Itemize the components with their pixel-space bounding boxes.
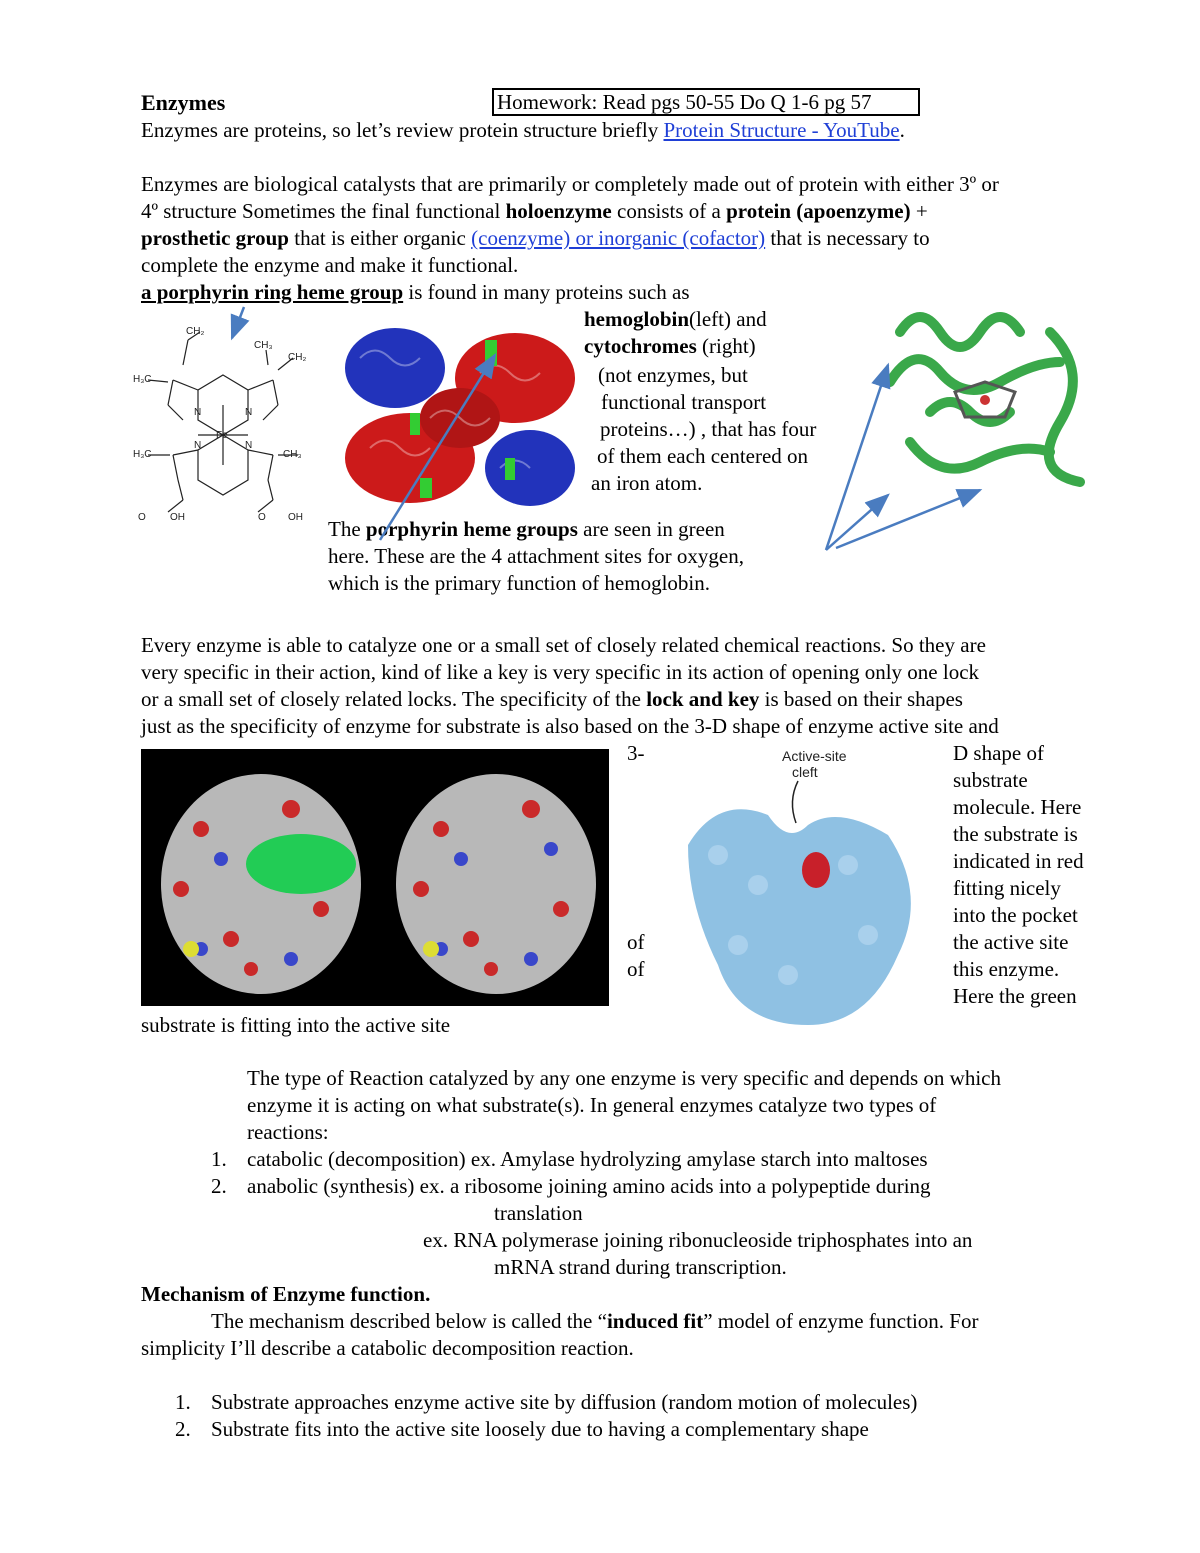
svg-text:OH: OH [170, 512, 185, 523]
catalyst-line-4: complete the enzyme and make it functional. [141, 253, 519, 277]
catalyst-line-2: 4º structure Sometimes the final functional holoenzyme consists of a protein (apoenzyme) + [141, 199, 928, 223]
spec-line-1: Every enzyme is able to catalyze one or a small set of closely related chemical reactions. So they are [141, 633, 986, 657]
reaction-line-2: enzyme it is acting on what substrate(s). In general enzymes catalyze two types of [247, 1093, 937, 1117]
mechanism-heading: Mechanism of Enzyme function. [141, 1282, 431, 1306]
svg-text:H₃C: H₃C [133, 374, 152, 385]
list-num-1: 1. [211, 1147, 227, 1171]
heme-note-5: an iron atom. [591, 471, 703, 495]
cytochrome-figure [870, 292, 1110, 510]
step-2: Substrate fits into the active site loosely due to having a complementary shape [211, 1417, 869, 1441]
svg-text:N: N [194, 440, 202, 451]
spacefill-enzyme-figure [141, 749, 609, 1006]
rna-polymerase-item: ex. RNA polymerase joining ribonucleoside triphosphates into an [423, 1228, 973, 1252]
cytochromes-label: cytochromes (right) [584, 334, 756, 358]
active-site-figure [668, 745, 938, 1030]
svg-text:OH: OH [288, 512, 303, 523]
svg-text:N: N [194, 407, 202, 418]
svg-text:CH₃: CH₃ [254, 340, 273, 351]
svg-text:CH₂: CH₂ [186, 326, 205, 337]
heme-note-4: of them each centered on [597, 444, 809, 468]
heme-line: a porphyrin ring heme group is found in many proteins such as [141, 280, 690, 304]
step-num-2: 2. [175, 1417, 191, 1441]
reaction-line-1: The type of Reaction catalyzed by any one enzyme is very specific and depends on which [247, 1066, 1001, 1090]
mechanism-line-1: The mechanism described below is called the “induced fit” model of enzyme function. For [211, 1309, 979, 1333]
heme-note-2: functional transport [601, 390, 767, 414]
svg-text:Active-site: Active-site [782, 748, 847, 764]
heme-note-3: proteins…) , that has four [600, 417, 817, 441]
three-dash: 3- [627, 741, 645, 765]
svg-text:cleft: cleft [792, 764, 818, 780]
catabolic-item: catabolic (decomposition) ex. Amylase hydrolyzing amylase starch into maltoses [247, 1147, 928, 1171]
of-2: of [627, 957, 645, 981]
svg-text:H₃C: H₃C [133, 449, 152, 460]
catalyst-line-1: Enzymes are biological catalysts that are primarily or completely made out of protein with either 3º or [141, 172, 999, 196]
anabolic-item: anabolic (synthesis) ex. a ribosome joining amino acids into a polypeptide during [247, 1174, 931, 1198]
of-1: of [627, 930, 645, 954]
youtube-link[interactable]: Protein Structure - YouTube [663, 118, 900, 142]
green-caption-3: which is the primary function of hemoglobin. [328, 571, 711, 595]
reaction-line-3: reactions: [247, 1120, 329, 1144]
substrate-caption: substrate is fitting into the active site [141, 1013, 451, 1037]
list-num-2: 2. [211, 1174, 227, 1198]
hemoglobin-label: hemoglobin(left) and [584, 307, 767, 331]
intro-line: Enzymes are proteins, so let’s review protein structure briefly Protein Structure - YouTube. [141, 118, 905, 142]
svg-text:Fe: Fe [216, 430, 228, 441]
spec-line-3: or a small set of closely related locks. The specificity of the lock and key is based on their shapes [141, 687, 963, 711]
heme-structure-figure [128, 320, 318, 530]
svg-text:CH₃: CH₃ [283, 449, 302, 460]
spec-line-4: just as the specificity of enzyme for substrate is also based on the 3-D shape of enzyme active site and [141, 714, 999, 738]
svg-text:O: O [138, 512, 146, 523]
step-1: Substrate approaches enzyme active site by diffusion (random motion of molecules) [211, 1390, 918, 1414]
spec-line-2: very specific in their action, kind of like a key is very specific in its action of opening only one lock [141, 660, 980, 684]
page-title: Enzymes [141, 90, 226, 115]
homework-text: Homework: Read pgs 50-55 Do Q 1-6 pg 57 [497, 90, 872, 114]
svg-text:N: N [245, 440, 253, 451]
mechanism-line-2: simplicity I’ll describe a catabolic decomposition reaction. [141, 1336, 634, 1360]
coenzyme-cofactor-link[interactable]: (coenzyme) or inorganic (cofactor) [471, 226, 766, 250]
step-num-1: 1. [175, 1390, 191, 1414]
green-caption-1: The porphyrin heme groups are seen in green [328, 517, 725, 541]
hemoglobin-figure [340, 318, 580, 508]
heme-note-1: (not enzymes, but [598, 363, 748, 387]
green-caption-2: here. These are the 4 attachment sites for oxygen, [328, 544, 744, 568]
anabolic-item-cont: translation [494, 1201, 583, 1225]
rna-polymerase-item-cont: mRNA strand during transcription. [494, 1255, 787, 1279]
svg-text:CH₂: CH₂ [288, 352, 307, 363]
svg-text:O: O [258, 512, 266, 523]
catalyst-line-3: prosthetic group that is either organic (coenzyme) or inorganic (cofactor) that is necessary to [141, 226, 930, 250]
svg-text:N: N [245, 407, 253, 418]
